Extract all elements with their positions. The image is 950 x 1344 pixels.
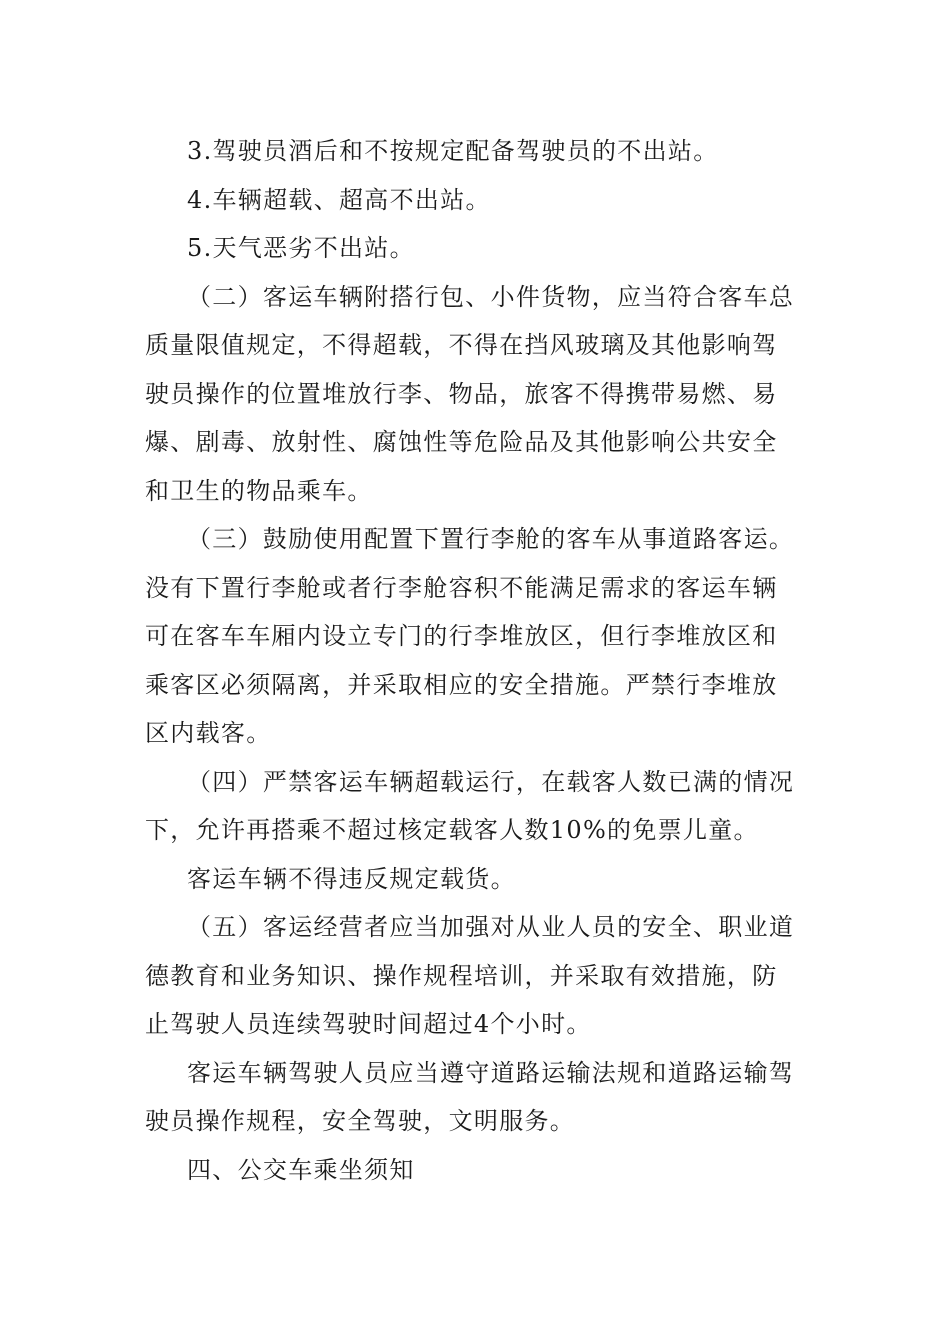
paragraph-4b-line: 客运车辆不得违反规定载货。 [187,864,516,893]
paragraph-4-line: （四）严禁客运车辆超载运行，在载客人数已满的情况 [187,767,795,796]
paragraph-5b-line: 客运车辆驾驶人员应当遵守道路运输法规和道路运输驾 [187,1058,795,1087]
paragraph-5b-line: 驶员操作规程，安全驾驶，文明服务。 [145,1107,576,1135]
paragraph-5-line: （五）客运经营者应当加强对从业人员的安全、职业道 [187,913,795,941]
paragraph-2-line: 驶员操作的位置堆放行李、物品，旅客不得携带易燃、易 [145,379,778,408]
paragraph-4-line: 下，允许再搭乘不超过核定载客人数10%的免票儿童。 [145,816,759,844]
paragraph-2-line: 质量限值规定，不得超载，不得在挡风玻璃及其他影响驾 [145,331,778,359]
list-item-4: 4.车辆超载、超高不出站。 [187,185,491,214]
paragraph-3-line: 乘客区必须隔离，并采取相应的安全措施。严禁行李堆放 [145,670,778,699]
paragraph-2-line: 爆、剧毒、放射性、腐蚀性等危险品及其他影响公共安全 [145,428,778,456]
paragraph-3-line: 可在客车车厢内设立专门的行李堆放区，但行李堆放区和 [145,622,778,650]
list-item-5: 5.天气恶劣不出站。 [187,234,415,262]
paragraph-5-line: 止驾驶人员连续驾驶时间超过4个小时。 [145,1010,592,1038]
document-body [145,127,807,1194]
paragraph-3-line: 区内载客。 [145,719,272,747]
paragraph-2-line: （二）客运车辆附搭行包、小件货物，应当符合客车总 [187,282,795,311]
paragraph-3-line: 没有下置行李舱或者行李舱容积不能满足需求的客运车辆 [145,573,778,602]
paragraph-5-line: 德教育和业务知识、操作规程培训，并采取有效措施，防 [145,961,778,990]
paragraph-2-line: 和卫生的物品乘车。 [145,476,373,505]
paragraph-3-line: （三）鼓励使用配置下置行李舱的客车从事道路客运。 [187,525,795,553]
section-heading-4: 四、公交车乘坐须知 [187,1155,415,1184]
list-item-3: 3.驾驶员酒后和不按规定配备驾驶员的不出站。 [187,137,719,165]
